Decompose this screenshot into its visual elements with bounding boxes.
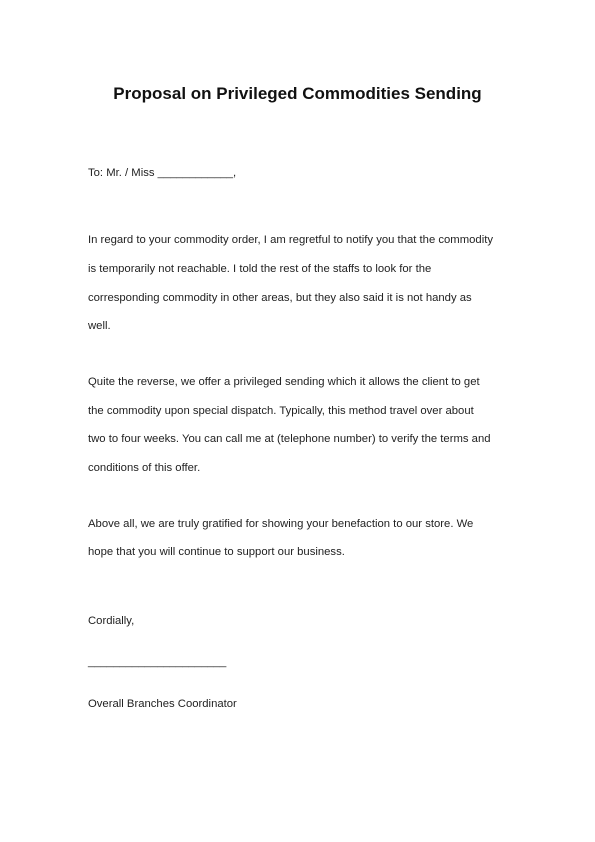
- salutation: To: Mr. / Miss ____________,: [88, 167, 237, 179]
- paragraph-1-line-3: corresponding commodity in other areas, but they also said it is not handy as: [88, 292, 472, 304]
- closing: Cordially,: [88, 615, 135, 627]
- paragraph-1-line-1: In regard to your commodity order, I am regretful to notify you that the commodity: [88, 234, 493, 246]
- paragraph-3-line-2: hope that you will continue to support our business.: [88, 546, 345, 558]
- paragraph-2-line-4: conditions of this offer.: [88, 462, 201, 474]
- paragraph-2-line-3: two to four weeks. You can call me at (telephone number) to verify the terms and: [88, 433, 491, 445]
- signature-line: ______________________: [88, 656, 227, 668]
- paragraph-1-line-2: is temporarily not reachable. I told the rest of the staffs to look for the: [88, 263, 432, 275]
- paragraph-1-line-4: well.: [88, 320, 111, 332]
- document-title: Proposal on Privileged Commodities Sending: [113, 84, 482, 103]
- signer-title: Overall Branches Coordinator: [88, 698, 237, 710]
- paragraph-3-line-1: Above all, we are truly gratified for showing your benefaction to our store. We: [88, 518, 474, 530]
- paragraph-2-line-1: Quite the reverse, we offer a privileged sending which it allows the client to get: [88, 376, 480, 388]
- paragraph-2-line-2: the commodity upon special dispatch. Typically, this method travel over about: [88, 405, 474, 417]
